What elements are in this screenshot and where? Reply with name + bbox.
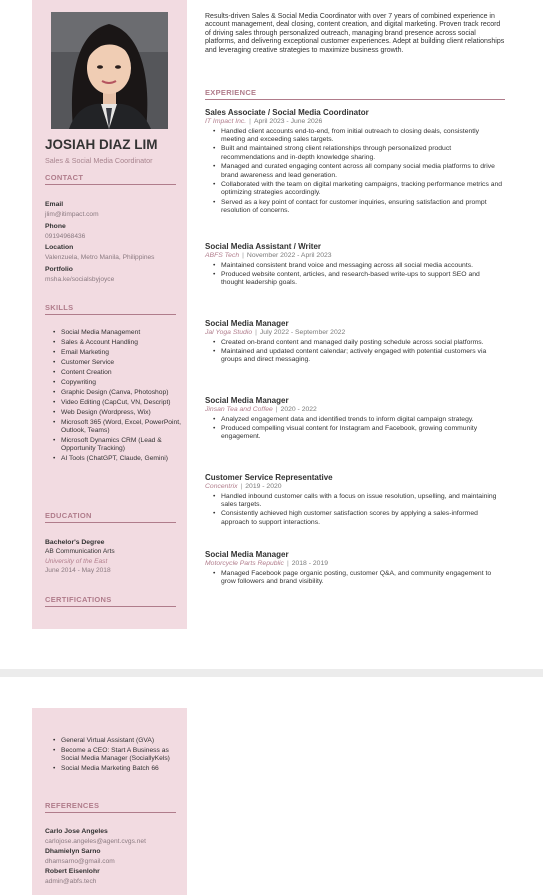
experience-divider: [205, 99, 505, 100]
reference-name: Dhamielyn Sarno: [45, 848, 101, 855]
skill-item: • Microsoft 365 (Word, Excel, PowerPoint, Outlook, Teams): [53, 419, 181, 436]
job-dates: July 2022 - September 2022: [259, 329, 346, 336]
job-dates: 2020 - 2022: [280, 406, 317, 413]
job-bullets: [213, 493, 503, 528]
certifications-divider: [45, 606, 176, 607]
skill-item: • Microsoft Dynamics CRM (Lead & Opportunity Tracking): [53, 437, 181, 454]
reference-email[interactable]: carlojose.angeles@agent.cvgs.net: [45, 838, 146, 845]
job-entry: [205, 396, 505, 443]
skills-heading: SKILLS: [45, 303, 74, 312]
skills-list: [53, 329, 181, 465]
job-meta: [205, 483, 505, 492]
job-meta: [205, 406, 505, 415]
skill-item: • Graphic Design (Canva, Photoshop): [53, 389, 181, 397]
skill-item: • Customer Service: [53, 359, 181, 367]
skills-divider: [45, 314, 176, 315]
job-title: Social Media Manager: [205, 550, 289, 559]
skill-item: • Sales & Account Handling: [53, 339, 181, 347]
job-dates: April 2023 - June 2026: [253, 118, 323, 125]
job-bullets: [213, 339, 503, 365]
job-bullets: [213, 416, 503, 442]
portrait-illustration: [51, 12, 168, 129]
sidebar: [32, 0, 187, 629]
job-entry: [205, 319, 505, 366]
job-bullet: • Maintained consistent brand voice and messaging across all social media accounts.: [213, 262, 503, 270]
job-company: IT Impact Inc.: [205, 118, 247, 125]
education-divider: [45, 522, 176, 523]
certifications-heading: CERTIFICATIONS: [45, 595, 112, 604]
phone-label: Phone: [45, 223, 66, 230]
meta-separator: |: [242, 252, 244, 259]
job-bullets: [213, 262, 503, 288]
experience-heading: EXPERIENCE: [205, 88, 257, 97]
education-heading: EDUCATION: [45, 511, 92, 520]
skill-item: • Web Design (Wordpress, Wix): [53, 409, 181, 417]
job-bullet: • Served as a key point of contact for customer inquiries, ensuring satisfaction and prompt resolution of concerns.: [213, 199, 503, 216]
job-bullet: • Analyzed engagement data and identified trends to inform digital campaign strategy.: [213, 416, 503, 424]
job-bullets: [213, 570, 503, 587]
job-dates: 2019 - 2020: [245, 483, 282, 490]
contact-divider: [45, 184, 176, 185]
reference-email[interactable]: dhamsarno@gmail.com: [45, 858, 115, 865]
skill-item: • Email Marketing: [53, 349, 181, 357]
job-meta: [205, 252, 505, 261]
skill-item: • Copywriting: [53, 379, 181, 387]
job-bullet: • Produced compelling visual content for Instagram and Facebook, growing community engagement.: [213, 425, 503, 442]
contact-heading: CONTACT: [45, 173, 84, 182]
job-company: Jinsan Tea and Coffee: [205, 406, 273, 413]
job-title: Social Media Assistant / Writer: [205, 242, 322, 251]
meta-separator: |: [240, 483, 243, 490]
job-dates: November 2022 - April 2023: [246, 252, 332, 259]
profile-photo: [51, 12, 168, 129]
job-company: ABFS Tech: [205, 252, 240, 259]
job-bullet: • Managed Facebook page organic posting, customer Q&A, and community engagement to grow followers and brand visibility.: [213, 570, 503, 587]
job-entry: [205, 108, 505, 217]
education-field: AB Communication Arts: [45, 548, 115, 555]
education-dates: June 2014 - May 2018: [45, 567, 111, 574]
job-company: Concentrix: [205, 483, 238, 490]
job-company: Motorcycle Parts Republic: [205, 560, 284, 567]
job-entry: [205, 550, 505, 587]
reference-email[interactable]: admin@abfs.tech: [45, 878, 97, 885]
job-meta: [205, 118, 505, 127]
job-bullets: [213, 128, 503, 216]
job-title: Sales Associate / Social Media Coordinator: [205, 108, 369, 117]
resume-page-2: [32, 708, 511, 895]
meta-separator: |: [286, 560, 289, 567]
job-title: Social Media Manager: [205, 396, 289, 405]
job-entry: [205, 242, 505, 289]
portfolio-link[interactable]: msha.ke/socialsbyjoyce: [45, 276, 115, 283]
job-meta: [205, 560, 505, 569]
job-dates: 2018 - 2019: [291, 560, 328, 567]
location-label: Location: [45, 244, 74, 251]
portfolio-label: Portfolio: [45, 266, 73, 273]
job-entry: [205, 473, 505, 528]
job-bullet: • Handled client accounts end-to-end, from initial outreach to closing deals, consistently meeting and exceeding sales targets.: [213, 128, 503, 145]
references-heading: REFERENCES: [45, 801, 100, 810]
candidate-role: Sales & Social Media Coordinator: [45, 156, 153, 165]
meta-separator: |: [275, 406, 278, 413]
phone-value: 09194968436: [45, 233, 86, 240]
email-value[interactable]: jlim@itimpact.com: [45, 211, 99, 218]
location-value: Valenzuela, Metro Manila, Philippines: [45, 254, 155, 261]
certification-item: • General Virtual Assistant (GVA): [53, 737, 181, 745]
job-bullet: • Created on-brand content and managed daily posting schedule across social platforms.: [213, 339, 503, 347]
job-bullet: • Handled inbound customer calls with a focus on issue resolution, upselling, and maintaining sales targets.: [213, 493, 503, 510]
page-break: [0, 669, 543, 677]
certifications-list: [53, 737, 181, 775]
email-label: Email: [45, 201, 64, 208]
reference-name: Robert Eisenlohr: [45, 868, 100, 875]
education-degree: Bachelor's Degree: [45, 539, 105, 546]
job-title: Customer Service Representative: [205, 473, 333, 482]
job-bullet: • Maintained and updated content calendar; actively engaged with potential customers via groups and direct messaging.: [213, 348, 503, 365]
job-title: Social Media Manager: [205, 319, 289, 328]
job-meta: [205, 329, 505, 338]
profile-summary: Results-driven Sales & Social Media Coordinator with over 7 years of combined experience in account management, deal closing, content creation, and digital marketing. Proven track record of driving sales through personalized outreach, managing brand presence across social platforms, and delivering exceptional customer experiences. Adept at building client relationships and leveraging creative strategies to maximize business growth.: [205, 13, 505, 54]
sidebar: [32, 708, 187, 895]
job-company: Jal Yoga Studio: [205, 329, 253, 336]
skill-item: • Video Editing (CapCut, VN, Descript): [53, 399, 181, 407]
job-bullet: • Consistently achieved high customer satisfaction scores by applying a sales-informed approach to support interactions.: [213, 510, 503, 527]
job-bullet: • Produced website content, articles, and research-based write-ups to support SEO and thought leadership goals.: [213, 271, 503, 288]
certification-item: • Social Media Marketing Batch 66: [53, 765, 181, 773]
candidate-name: JOSIAH DIAZ LIM: [45, 137, 158, 152]
job-bullet: • Collaborated with the team on digital marketing campaigns, tracking performance metrics and optimizing strategies accordingly.: [213, 181, 503, 198]
certification-item: • Become a CEO: Start A Business as Social Media Manager (SociallyKels): [53, 747, 181, 764]
reference-name: Carlo Jose Angeles: [45, 828, 108, 835]
job-bullet: • Built and maintained strong client relationships through personalized product recommendations and in-depth knowledge sharing.: [213, 145, 503, 162]
job-bullet: • Managed and curated engaging content across all company social media platforms to drive brand awareness and lead generation.: [213, 163, 503, 180]
skill-item: • Social Media Management: [53, 329, 181, 337]
references-divider: [45, 812, 176, 813]
resume-page-1: [32, 0, 511, 629]
meta-separator: |: [255, 329, 257, 336]
skill-item: • AI Tools (ChatGPT, Claude, Gemini): [53, 455, 181, 463]
meta-separator: |: [249, 118, 251, 125]
skill-item: • Content Creation: [53, 369, 181, 377]
education-school: University of the East: [45, 558, 108, 565]
